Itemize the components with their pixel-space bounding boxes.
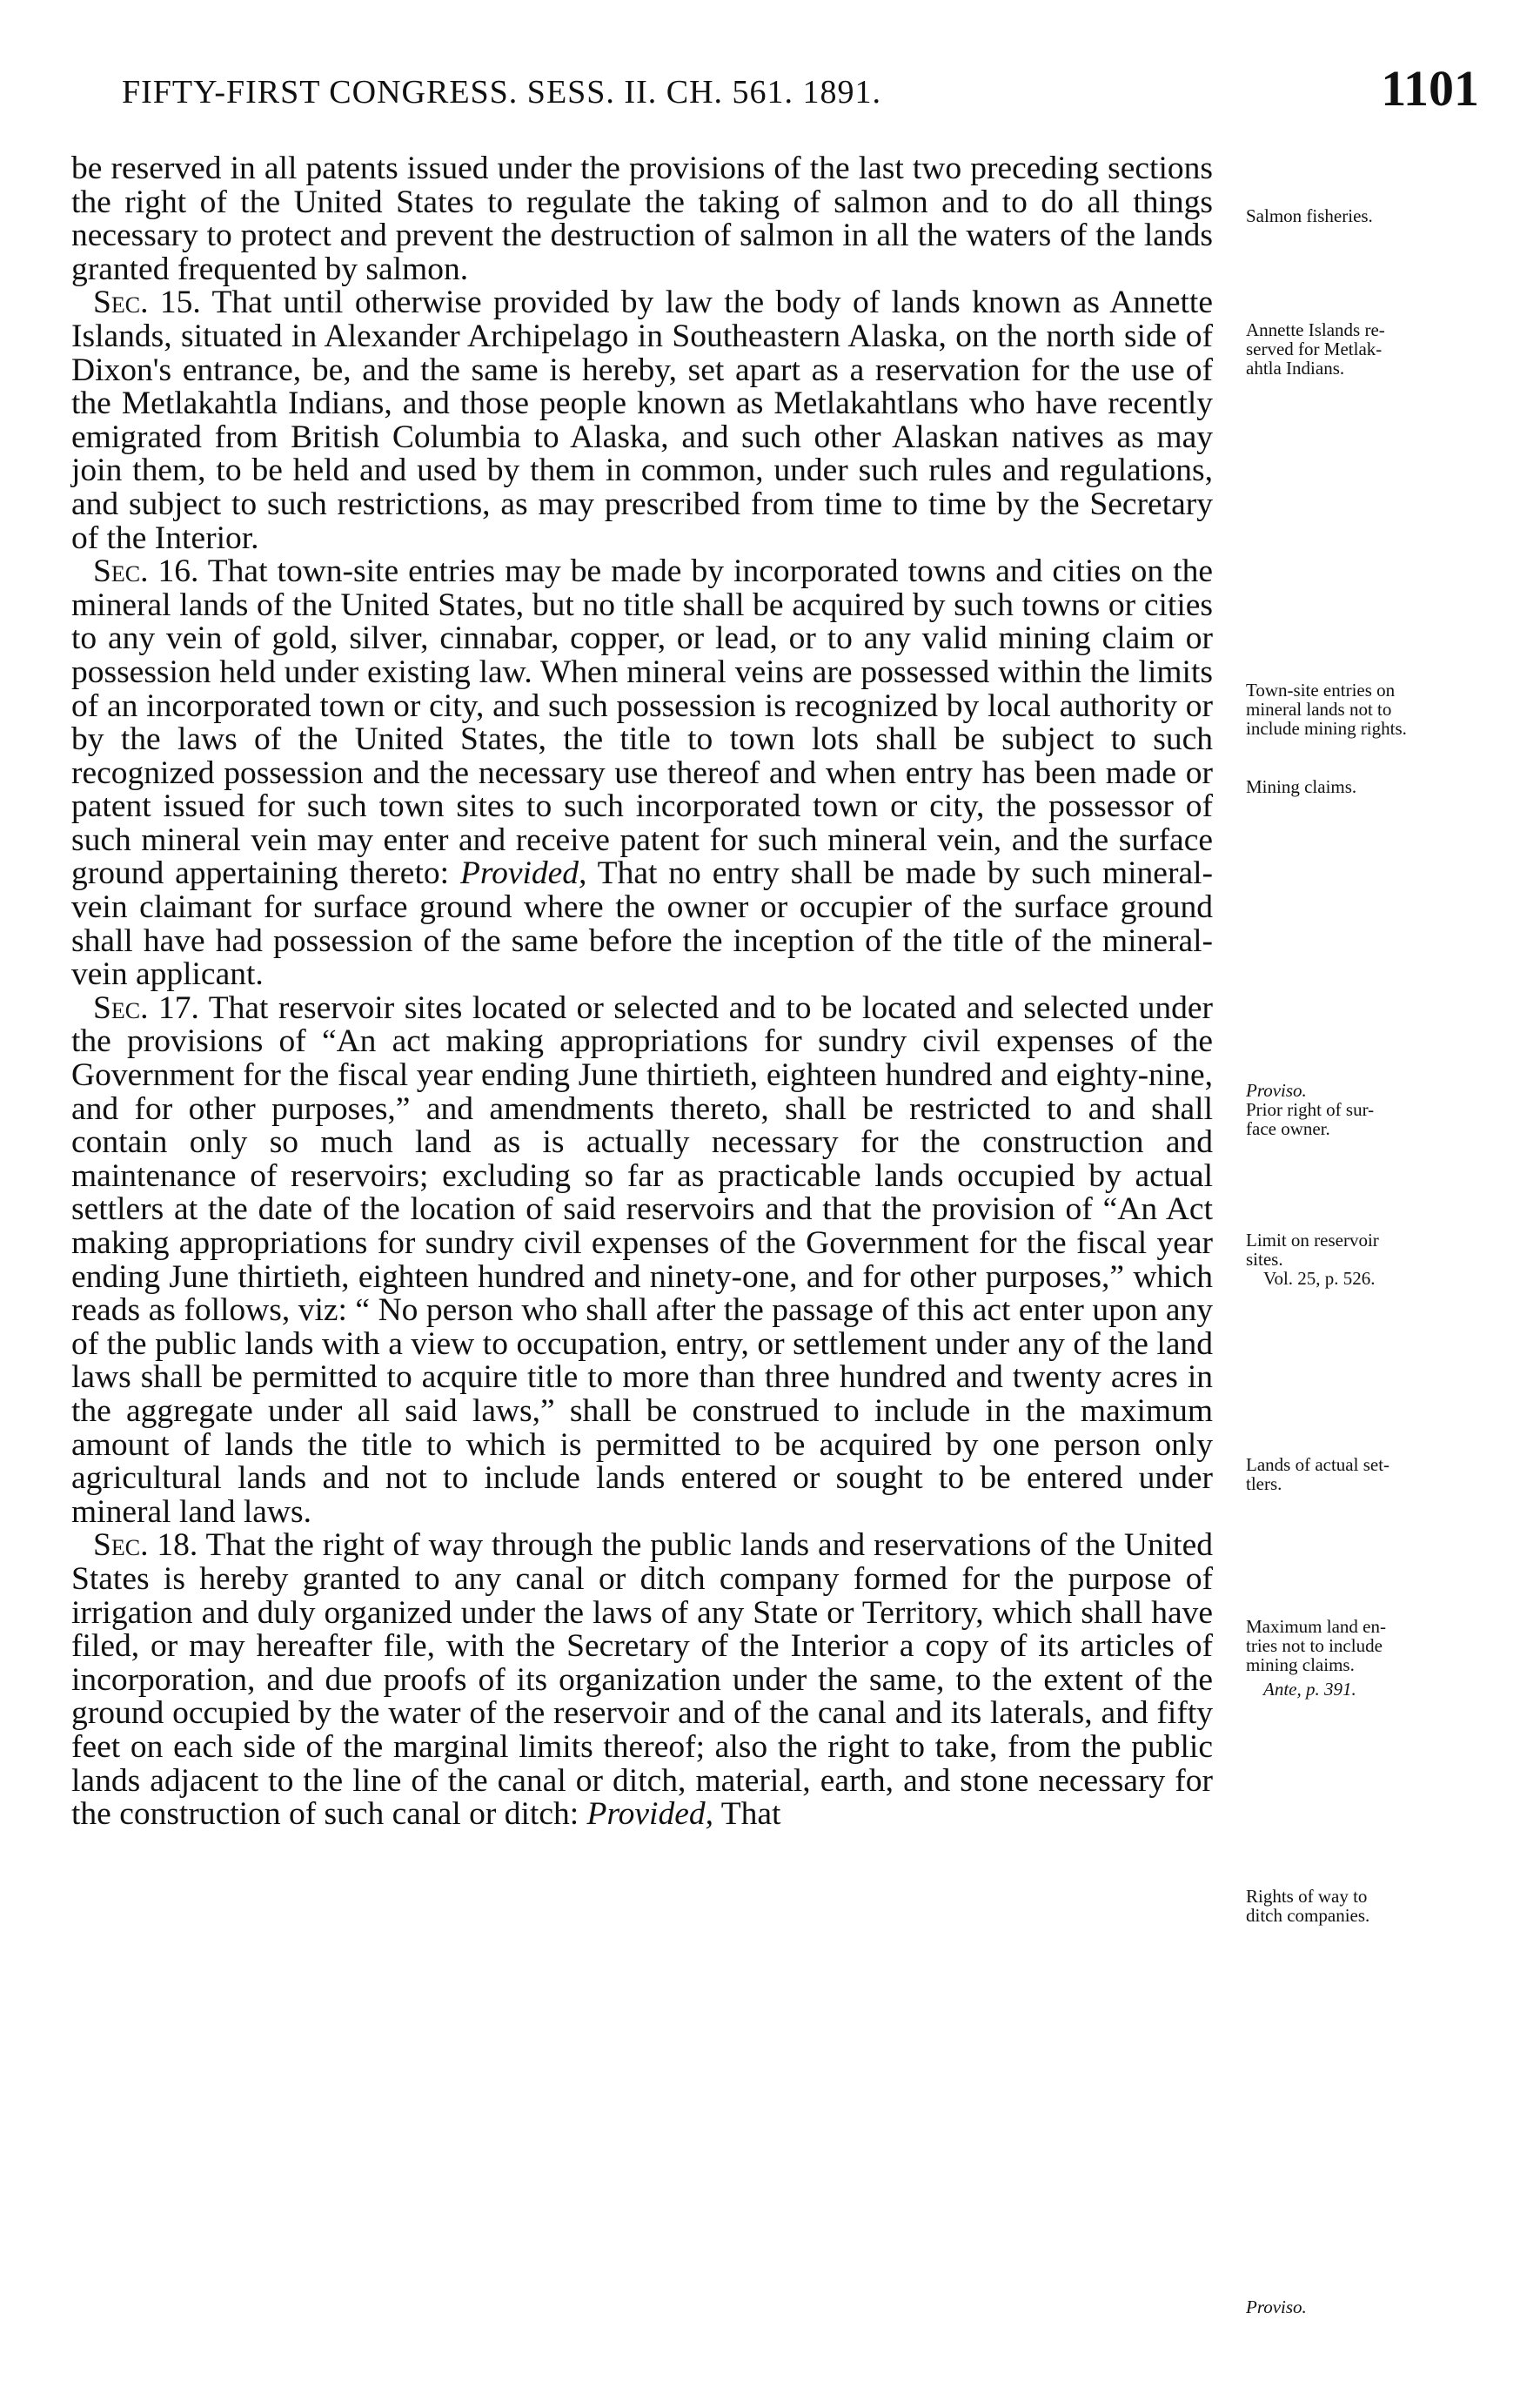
paragraph-continuation: be reserved in all patents issued under the provisions of the last two preceding sections the right of the United States to regulate the taking of salmon and to do all things necessary to protect and prevent the destruction of salmon in all the waters of the lands granted frequented by salmon. [71,151,1213,287]
section-text: That the right of way through the public lands and reservations of the United States is hereby granted to any canal or ditch company formed for the purpose of irrigation and duly organized under the laws of any State or Territory, which shall have filed, or may hereafter file, with the Secretary of the Interior a copy of its articles of incorporation, and due proofs of its organization under the same, to the extent of the ground occupied by the water of the reservoir and of the canal and its laterals, and fifty feet on each side of the marginal limits thereof; also the right to take, from the public lands adjacent to the line of the canal or ditch, material, earth, and stone necessary for the construction of such canal or ditch: [71,1527,1213,1833]
sidenote-proviso-1: Proviso. [1246,1080,1307,1101]
section-label: Sec. 16. [93,553,199,590]
sidenote-maximum-land-entries: Maximum land en- tries not to include mining claims. [1246,1616,1386,1675]
sidenote-vol-25: Vol. 25, p. 526. [1263,1268,1376,1289]
page-number: 1101 [1381,60,1479,117]
section-text: That reservoir sites located or selected and to be located and selected under the provisions of “An act making appropriations for sundry civil expenses of the Government for the fiscal year ending June thirtieth, eighteen hundred and eighty-nine, and for other purposes,” and amendments thereto, shall be restricted to and shall contain only so much land as is actually necessary for the construction and maintenance of reservoirs; excluding so far as practicable lands occupied by actual settlers at the date of the location of said reservoirs and that the provision of “An Act making appropriations for sundry civil expenses of the Government for the fiscal year ending June thirtieth, eighteen hundred and ninety-one, and for other purposes,” which reads as follows, viz: “ No person who shall after the passage of this act enter upon any of the public lands with a view to occupation, entry, or settlement under any of the land laws shall be permitted to acquire title to more than three hundred and twenty acres in the aggregate under all said laws,” shall be construed to include in the maximum amount of lands the title to which is permitted to be acquired by one person only agricultural lands and not to include lands entered or sought to be entered under mineral land laws. [71,989,1213,1530]
body-text [71,152,1213,1832]
sidenote-prior-right: Prior right of sur- face owner. [1246,1099,1375,1139]
sidenote-lands-actual-settlers: Lands of actual set- tlers. [1246,1454,1390,1494]
section-label: Sec. 15. [93,285,201,321]
running-head [70,59,1479,120]
sidenote-mining-claims: Mining claims. [1246,776,1357,797]
sidenote-rights-of-way: Rights of way to ditch companies. [1246,1886,1370,1926]
sidenote-ante-p391: Ante, p. 391. [1263,1679,1356,1700]
section-17 [71,989,1213,1530]
sidenote-reservoir-sites: Limit on reservoir sites. [1246,1230,1379,1270]
section-18 [71,1529,1213,1831]
proviso-word: Provided, [459,855,587,892]
sidenote-annette-islands: Annette Islands re- served for Metlak- ahtla Indians. [1246,319,1385,379]
section-text-tail: That no entry shall be made by such mineral-vein claimant for surface ground where the owner or occupier of the surface ground shall have had possession of the same before the inception of the title of the mineral-vein applicant. [71,855,1213,993]
sidenote-salmon-fisheries: Salmon fisheries. [1246,205,1373,226]
section-text: That until otherwise provided by law the body of lands known as Annette Islands, situated in Alexander Archipelago in Southeastern Alaska, on the north side of Dixon's entrance, be, and the same is hereby, set apart as a reservation for the use of the Metlakahtla Indians, and those people known as Metlakahtlans who have recently emigrated from British Columbia to Alaska, and such other Alaskan natives as may join them, to be held and used by them in common, under such rules and regulations, and subject to such restrictions, as may prescribed from time to time by the Secretary of the Interior. [71,285,1213,556]
section-text-tail: That [720,1796,781,1833]
proviso-word: Provided, [586,1796,713,1833]
sidenote-proviso-2: Proviso. [1246,2297,1307,2317]
section-15 [71,286,1213,555]
section-16 [71,555,1213,992]
section-label: Sec. 18. [93,1527,198,1564]
section-label: Sec. 17. [93,989,199,1026]
section-text: That town-site entries may be made by incorporated towns and cities on the mineral lands of the United States, but no title shall be acquired by such towns or cities to any vein of gold, silver, cinnabar, copper, or lead, or to any valid mining claim or possession held under existing law. When mineral veins are possessed within the limits of an incorporated town or city, and such possession is recognized by local authority or by the laws of the United States, the title to town lots shall be subject to such recognized possession and the necessary use thereof and when entry has been made or patent issued for such town sites to such incorporated town or city, the possessor of such mineral vein may enter and receive patent for such mineral vein, and the surface ground appertaining thereto: [71,553,1213,892]
running-head-title: FIFTY-FIRST CONGRESS. SESS. II. CH. 561. 1891. [122,74,882,111]
sidenote-town-site-entries: Town-site entries on mineral lands not to include mining rights. [1246,680,1407,739]
